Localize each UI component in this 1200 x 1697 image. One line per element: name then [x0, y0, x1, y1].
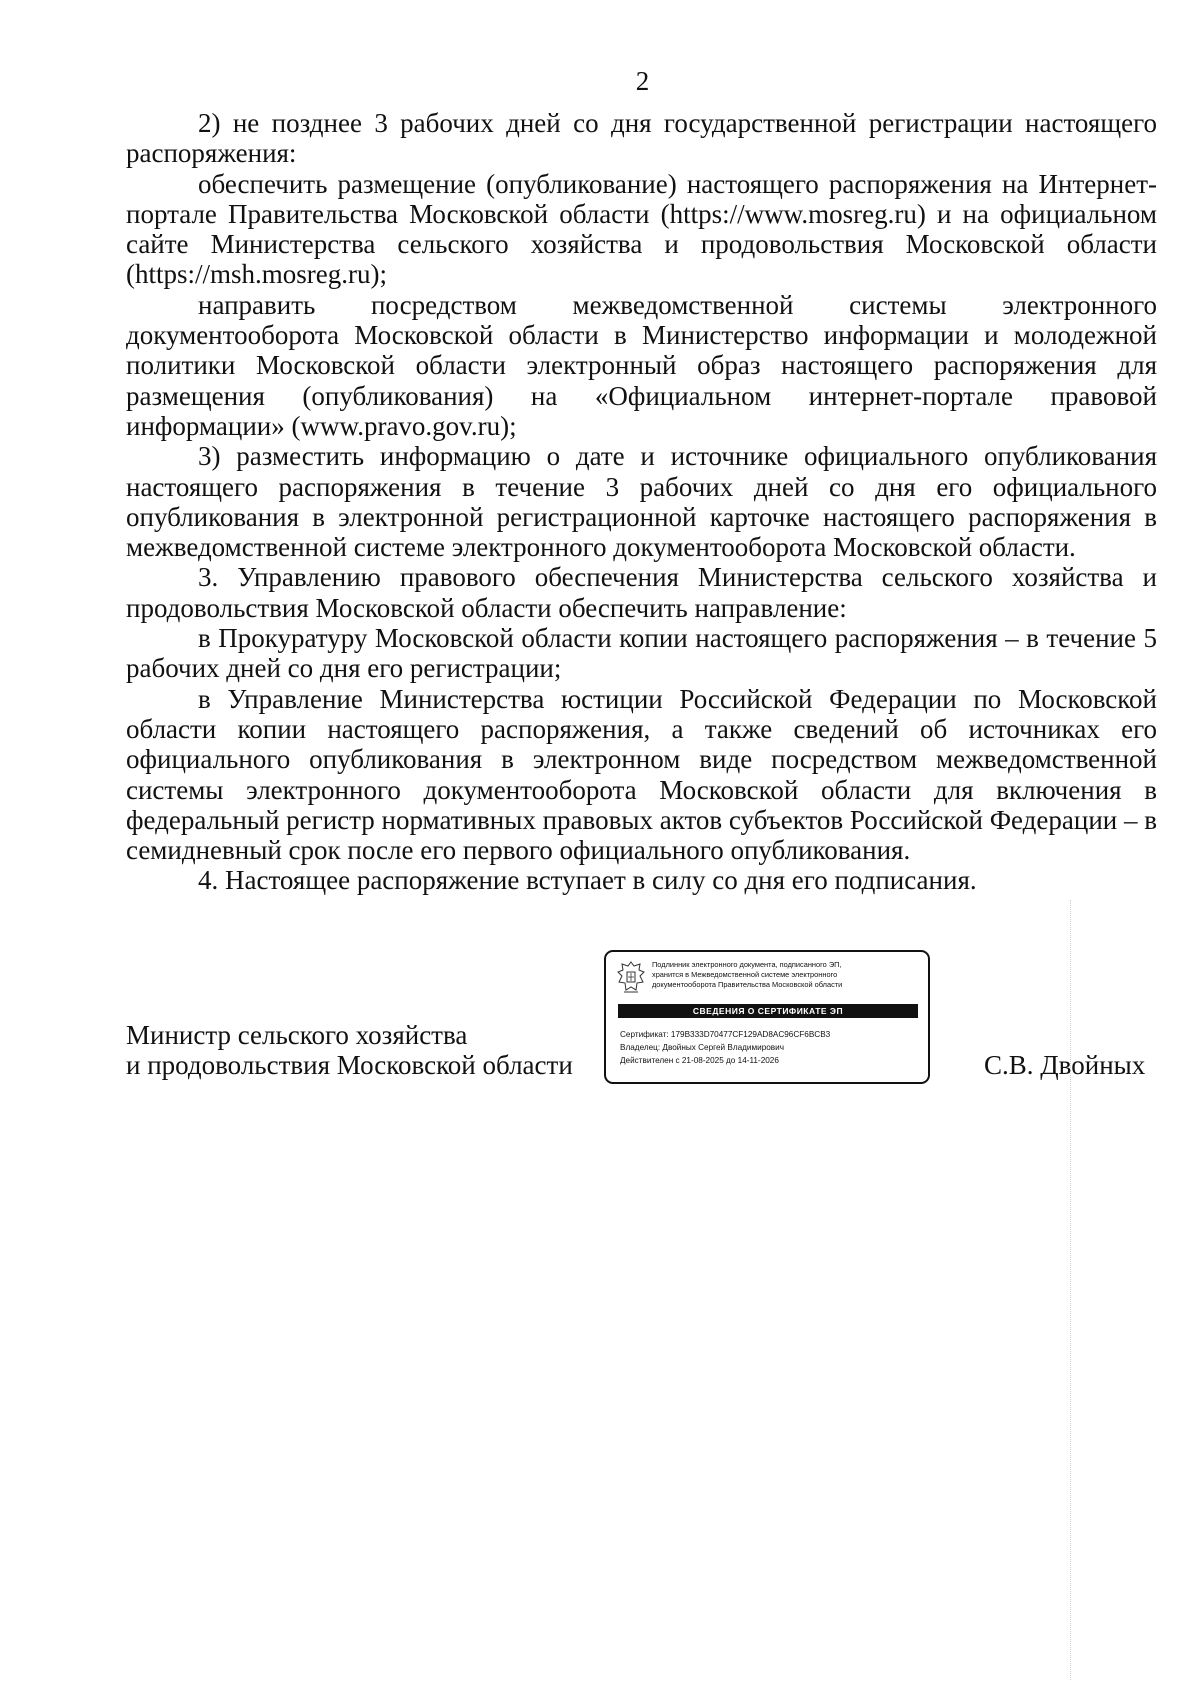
stamp-note: [652, 960, 924, 990]
paragraph-justice-ministry: в Управление Министерства юстиции Российской Федерации по Московской области копии настоящего распоряжения, а также сведений об источниках его официального опубликования в электронном виде посредством межведомственной системы электронного документооборота Московской области для включения в федеральный регистр нормативных правовых актов субъектов Российской Федерации – в семидневный срок после его первого официального опубликования.: [126, 683, 1157, 866]
paragraph-publish-portal: обеспечить размещение (опубликование) настоящего распоряжения на Интернет-портале Правительства Московской области (https://www.mosreg.ru) и на официальном сайте Министерства сельского хозяйства и продовольствия Московской области (https://msh.mosreg.ru);: [126, 168, 1157, 290]
stamp-note-line-1: Подлинник электронного документа, подписанного ЭП,: [652, 960, 842, 969]
paragraph-send-ministry: направить посредством межведомственной системы электронного документооборота Московской области в Министерство информации и молодежной политики Московской области электронный образ настоящего распоряжения для размещения (опубликования) на «Официальном интернет-портале правовой информации» (www.pravo.gov.ru);: [126, 289, 1157, 441]
stamp-note-line-2: хранится в Межведомственной системе электронного: [652, 970, 838, 979]
signatory-position: [126, 1020, 573, 1080]
paragraph-clause-4: 4. Настоящее распоряжение вступает в силу со дня его подписания.: [198, 865, 977, 896]
signer-name: С.В. Двойных: [984, 1050, 1146, 1080]
signatory-position-line-1: Министр сельского хозяйства: [126, 1020, 468, 1050]
stamp-header: СВЕДЕНИЯ О СЕРТИФИКАТЕ ЭП: [618, 1004, 918, 1018]
certificate-owner: Владелец: Двойных Сергей Владимирович: [620, 1043, 784, 1052]
signatory-position-line-2: и продовольствия Московской области: [126, 1050, 573, 1080]
coat-of-arms-icon: [616, 960, 646, 996]
stamp-note-line-3: документооборота Правительства Московской области: [652, 980, 843, 989]
scan-artifact-line: [1070, 900, 1071, 1680]
certificate-validity: Действителен с 21-08-2025 до 14-11-2026: [620, 1056, 779, 1065]
paragraph-item-2: 2) не позднее 3 рабочих дней со дня государственной регистрации настоящего распоряжения:: [126, 108, 1157, 169]
paragraph-prosecutor: в Прокуратуру Московской области копии настоящего распоряжения – в течение 5 рабочих дней со дня его регистрации;: [126, 623, 1157, 684]
certificate-number: Сертификат: 179B333D70477CF129AD8AC96CF6BCB3: [620, 1030, 831, 1039]
page-number: 2: [635, 66, 650, 96]
paragraph-clause-3: 3. Управлению правового обеспечения Министерства сельского хозяйства и продовольствия Московской области обеспечить направление:: [126, 562, 1157, 623]
document-body: [126, 108, 1157, 896]
certificate-details: [620, 1028, 926, 1067]
electronic-signature-stamp: [604, 950, 930, 1084]
paragraph-item-3: 3) разместить информацию о дате и источнике официального опубликования настоящего распоряжения в течение 3 рабочих дней со дня его официального опубликования в электронной регистрационной карточке настоящего распоряжения в межведомственной системе электронного документооборота Московской области.: [126, 441, 1157, 563]
